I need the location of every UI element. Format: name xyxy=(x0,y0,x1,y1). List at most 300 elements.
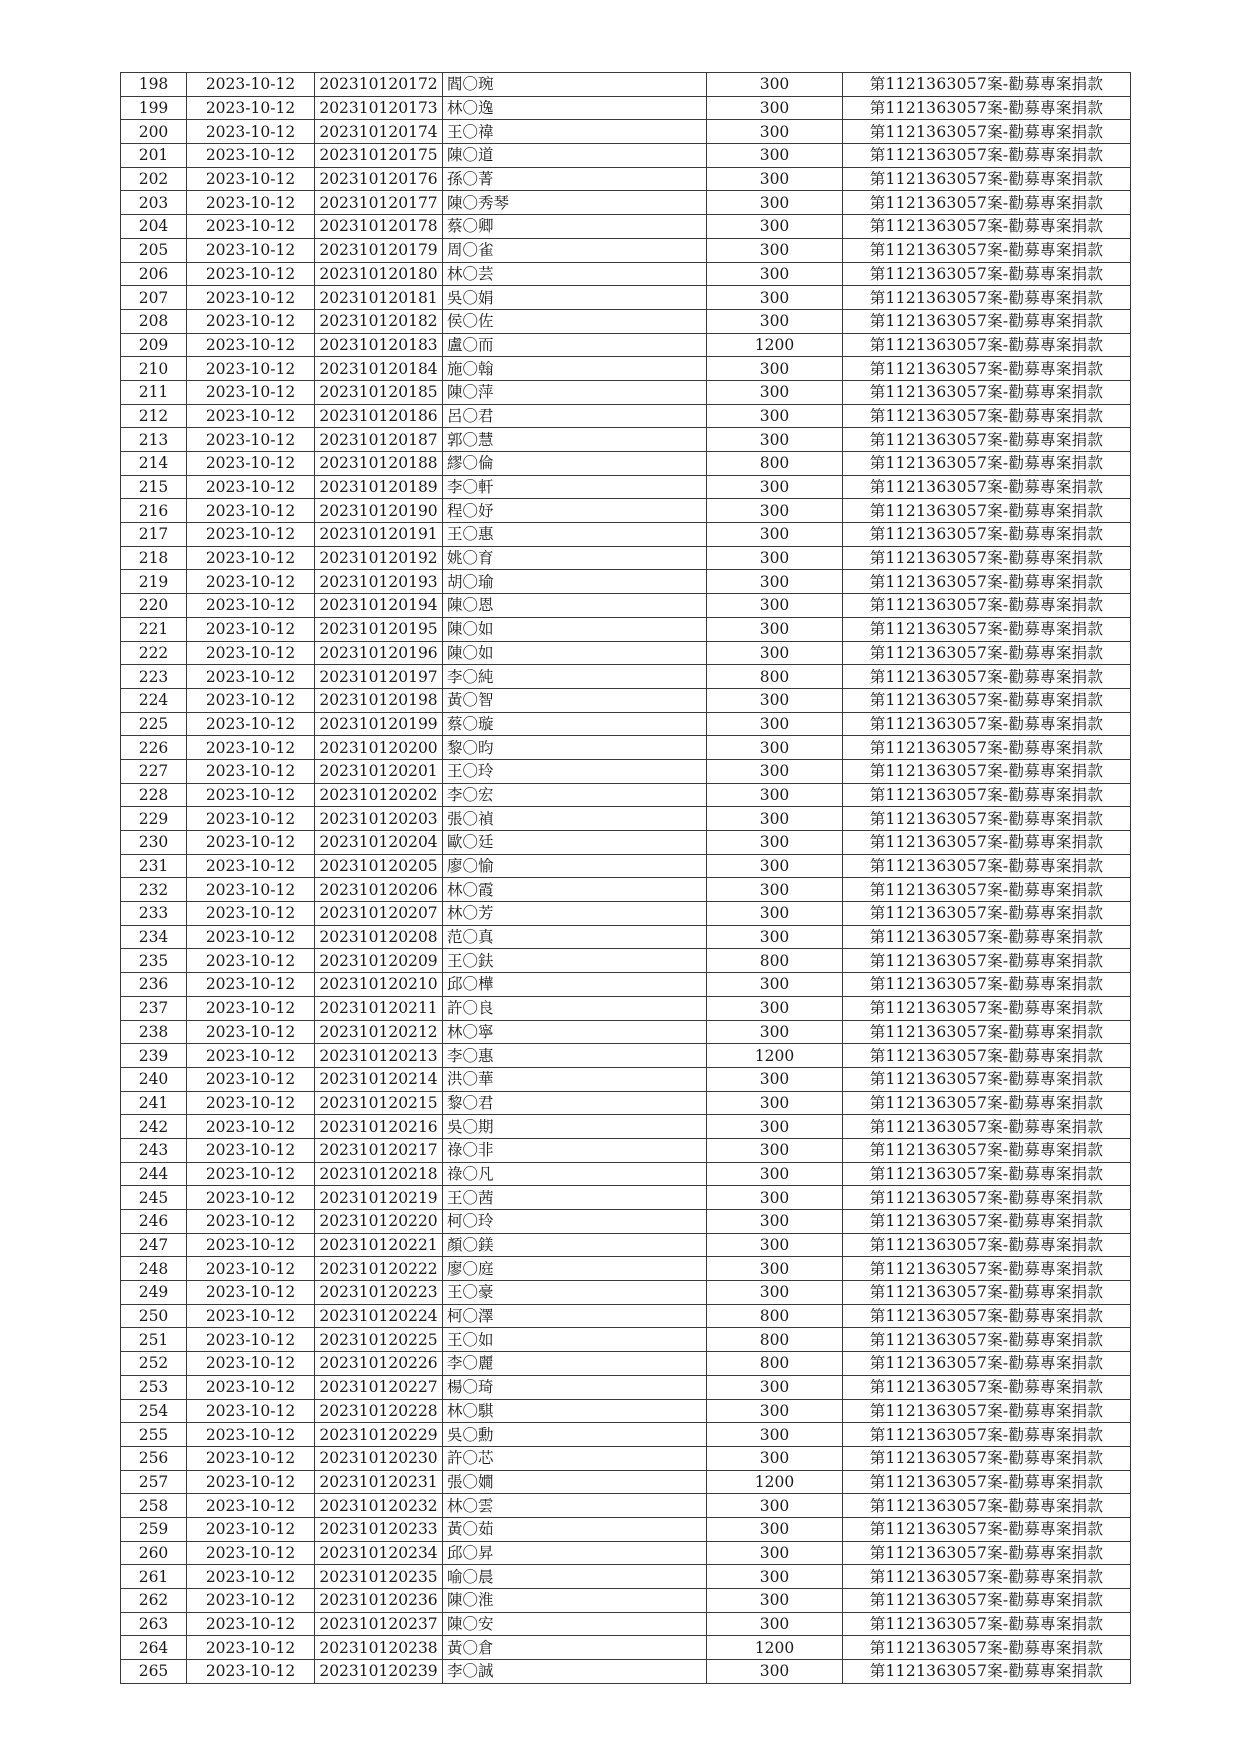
donation-date: 2023-10-12 xyxy=(187,73,315,97)
row-number: 224 xyxy=(121,688,187,712)
table-row xyxy=(121,144,1131,168)
donation-date: 2023-10-12 xyxy=(187,452,315,476)
donor-name: 黃〇智 xyxy=(443,688,707,712)
receipt-number: 202310120228 xyxy=(315,1399,443,1423)
donation-date: 2023-10-12 xyxy=(187,973,315,997)
receipt-number: 202310120224 xyxy=(315,1304,443,1328)
donor-name: 侯〇佐 xyxy=(443,309,707,333)
receipt-number: 202310120207 xyxy=(315,902,443,926)
row-number: 255 xyxy=(121,1423,187,1447)
donor-name: 閻〇琬 xyxy=(443,73,707,97)
table-row xyxy=(121,1399,1131,1423)
donor-name: 李〇麗 xyxy=(443,1352,707,1376)
donation-amount: 300 xyxy=(707,1565,843,1589)
donation-date: 2023-10-12 xyxy=(187,1612,315,1636)
donation-amount: 300 xyxy=(707,807,843,831)
donation-amount: 300 xyxy=(707,996,843,1020)
donation-note: 第1121363057案-勸募專案捐款 xyxy=(843,215,1131,239)
donation-amount: 300 xyxy=(707,1162,843,1186)
donation-date: 2023-10-12 xyxy=(187,1328,315,1352)
donor-name: 柯〇玲 xyxy=(443,1210,707,1234)
table-row xyxy=(121,1517,1131,1541)
row-number: 262 xyxy=(121,1589,187,1613)
receipt-number: 202310120221 xyxy=(315,1233,443,1257)
donation-note: 第1121363057案-勸募專案捐款 xyxy=(843,1352,1131,1376)
receipt-number: 202310120195 xyxy=(315,617,443,641)
row-number: 261 xyxy=(121,1565,187,1589)
donation-note: 第1121363057案-勸募專案捐款 xyxy=(843,1257,1131,1281)
donation-amount: 300 xyxy=(707,1257,843,1281)
donor-name: 盧〇而 xyxy=(443,333,707,357)
donation-note: 第1121363057案-勸募專案捐款 xyxy=(843,262,1131,286)
table-row xyxy=(121,878,1131,902)
donation-date: 2023-10-12 xyxy=(187,428,315,452)
donation-amount: 800 xyxy=(707,452,843,476)
table-row xyxy=(121,1162,1131,1186)
table-row xyxy=(121,712,1131,736)
donation-date: 2023-10-12 xyxy=(187,1020,315,1044)
donation-date: 2023-10-12 xyxy=(187,309,315,333)
receipt-number: 202310120178 xyxy=(315,215,443,239)
donor-name: 吳〇期 xyxy=(443,1115,707,1139)
donation-amount: 300 xyxy=(707,736,843,760)
table-row xyxy=(121,1138,1131,1162)
receipt-number: 202310120176 xyxy=(315,167,443,191)
donor-name: 張〇嫺 xyxy=(443,1470,707,1494)
donation-note: 第1121363057案-勸募專案捐款 xyxy=(843,736,1131,760)
donation-note: 第1121363057案-勸募專案捐款 xyxy=(843,167,1131,191)
table-row xyxy=(121,167,1131,191)
donation-date: 2023-10-12 xyxy=(187,262,315,286)
donation-amount: 300 xyxy=(707,1494,843,1518)
donor-name: 黃〇茹 xyxy=(443,1517,707,1541)
donation-ledger-page xyxy=(120,72,1130,1684)
donation-date: 2023-10-12 xyxy=(187,949,315,973)
donation-note: 第1121363057案-勸募專案捐款 xyxy=(843,973,1131,997)
donation-note: 第1121363057案-勸募專案捐款 xyxy=(843,688,1131,712)
receipt-number: 202310120205 xyxy=(315,854,443,878)
table-row xyxy=(121,902,1131,926)
donation-note: 第1121363057案-勸募專案捐款 xyxy=(843,1186,1131,1210)
donor-name: 林〇雲 xyxy=(443,1494,707,1518)
donation-date: 2023-10-12 xyxy=(187,404,315,428)
donation-note: 第1121363057案-勸募專案捐款 xyxy=(843,949,1131,973)
donation-amount: 300 xyxy=(707,831,843,855)
donation-date: 2023-10-12 xyxy=(187,783,315,807)
donation-amount: 300 xyxy=(707,144,843,168)
row-number: 201 xyxy=(121,144,187,168)
donation-amount: 300 xyxy=(707,96,843,120)
row-number: 231 xyxy=(121,854,187,878)
donation-date: 2023-10-12 xyxy=(187,1399,315,1423)
table-row xyxy=(121,1636,1131,1660)
row-number: 207 xyxy=(121,286,187,310)
donor-name: 林〇芳 xyxy=(443,902,707,926)
receipt-number: 202310120213 xyxy=(315,1044,443,1068)
row-number: 219 xyxy=(121,570,187,594)
donation-date: 2023-10-12 xyxy=(187,499,315,523)
row-number: 238 xyxy=(121,1020,187,1044)
donor-name: 陳〇道 xyxy=(443,144,707,168)
receipt-number: 202310120186 xyxy=(315,404,443,428)
donation-note: 第1121363057案-勸募專案捐款 xyxy=(843,925,1131,949)
row-number: 240 xyxy=(121,1067,187,1091)
donation-date: 2023-10-12 xyxy=(187,759,315,783)
donor-name: 蔡〇卿 xyxy=(443,215,707,239)
table-row xyxy=(121,215,1131,239)
receipt-number: 202310120218 xyxy=(315,1162,443,1186)
table-row xyxy=(121,1612,1131,1636)
donor-name: 李〇誠 xyxy=(443,1660,707,1684)
row-number: 252 xyxy=(121,1352,187,1376)
receipt-number: 202310120189 xyxy=(315,475,443,499)
row-number: 200 xyxy=(121,120,187,144)
donation-date: 2023-10-12 xyxy=(187,1186,315,1210)
donation-note: 第1121363057案-勸募專案捐款 xyxy=(843,1304,1131,1328)
receipt-number: 202310120231 xyxy=(315,1470,443,1494)
receipt-number: 202310120209 xyxy=(315,949,443,973)
donor-name: 李〇純 xyxy=(443,665,707,689)
donation-date: 2023-10-12 xyxy=(187,570,315,594)
donation-date: 2023-10-12 xyxy=(187,1470,315,1494)
donation-note: 第1121363057案-勸募專案捐款 xyxy=(843,1210,1131,1234)
donation-date: 2023-10-12 xyxy=(187,665,315,689)
donor-name: 施〇翰 xyxy=(443,357,707,381)
row-number: 232 xyxy=(121,878,187,902)
donor-name: 林〇霞 xyxy=(443,878,707,902)
table-row xyxy=(121,1352,1131,1376)
donor-name: 李〇宏 xyxy=(443,783,707,807)
donation-date: 2023-10-12 xyxy=(187,191,315,215)
donation-amount: 1200 xyxy=(707,1470,843,1494)
receipt-number: 202310120210 xyxy=(315,973,443,997)
donor-name: 楊〇琦 xyxy=(443,1375,707,1399)
donation-note: 第1121363057案-勸募專案捐款 xyxy=(843,333,1131,357)
donation-note: 第1121363057案-勸募專案捐款 xyxy=(843,499,1131,523)
donor-name: 廖〇庭 xyxy=(443,1257,707,1281)
receipt-number: 202310120194 xyxy=(315,594,443,618)
donation-note: 第1121363057案-勸募專案捐款 xyxy=(843,1281,1131,1305)
receipt-number: 202310120236 xyxy=(315,1589,443,1613)
donor-name: 歐〇廷 xyxy=(443,831,707,855)
receipt-number: 202310120202 xyxy=(315,783,443,807)
row-number: 214 xyxy=(121,452,187,476)
donation-amount: 300 xyxy=(707,688,843,712)
donation-amount: 300 xyxy=(707,617,843,641)
donation-note: 第1121363057案-勸募專案捐款 xyxy=(843,1565,1131,1589)
receipt-number: 202310120185 xyxy=(315,380,443,404)
donation-note: 第1121363057案-勸募專案捐款 xyxy=(843,570,1131,594)
row-number: 243 xyxy=(121,1138,187,1162)
table-row xyxy=(121,404,1131,428)
table-row xyxy=(121,1470,1131,1494)
receipt-number: 202310120225 xyxy=(315,1328,443,1352)
donation-amount: 300 xyxy=(707,1115,843,1139)
receipt-number: 202310120201 xyxy=(315,759,443,783)
receipt-number: 202310120182 xyxy=(315,309,443,333)
donation-amount: 1200 xyxy=(707,1044,843,1068)
donation-date: 2023-10-12 xyxy=(187,1115,315,1139)
receipt-number: 202310120223 xyxy=(315,1281,443,1305)
donation-date: 2023-10-12 xyxy=(187,1636,315,1660)
table-row xyxy=(121,759,1131,783)
table-row xyxy=(121,120,1131,144)
table-row xyxy=(121,783,1131,807)
row-number: 215 xyxy=(121,475,187,499)
donation-note: 第1121363057案-勸募專案捐款 xyxy=(843,831,1131,855)
row-number: 246 xyxy=(121,1210,187,1234)
donation-note: 第1121363057案-勸募專案捐款 xyxy=(843,357,1131,381)
table-row xyxy=(121,238,1131,262)
row-number: 248 xyxy=(121,1257,187,1281)
receipt-number: 202310120183 xyxy=(315,333,443,357)
donation-note: 第1121363057案-勸募專案捐款 xyxy=(843,380,1131,404)
donation-amount: 300 xyxy=(707,1233,843,1257)
row-number: 247 xyxy=(121,1233,187,1257)
table-row xyxy=(121,1660,1131,1684)
row-number: 260 xyxy=(121,1541,187,1565)
donation-note: 第1121363057案-勸募專案捐款 xyxy=(843,238,1131,262)
row-number: 212 xyxy=(121,404,187,428)
row-number: 203 xyxy=(121,191,187,215)
receipt-number: 202310120215 xyxy=(315,1091,443,1115)
receipt-number: 202310120234 xyxy=(315,1541,443,1565)
table-row xyxy=(121,736,1131,760)
table-row xyxy=(121,688,1131,712)
donation-amount: 300 xyxy=(707,357,843,381)
row-number: 245 xyxy=(121,1186,187,1210)
donation-date: 2023-10-12 xyxy=(187,238,315,262)
donation-date: 2023-10-12 xyxy=(187,96,315,120)
donation-note: 第1121363057案-勸募專案捐款 xyxy=(843,1541,1131,1565)
donation-date: 2023-10-12 xyxy=(187,854,315,878)
donor-name: 黃〇倉 xyxy=(443,1636,707,1660)
row-number: 223 xyxy=(121,665,187,689)
receipt-number: 202310120229 xyxy=(315,1423,443,1447)
row-number: 242 xyxy=(121,1115,187,1139)
table-row xyxy=(121,475,1131,499)
receipt-number: 202310120174 xyxy=(315,120,443,144)
donation-date: 2023-10-12 xyxy=(187,1517,315,1541)
donation-amount: 800 xyxy=(707,949,843,973)
donation-note: 第1121363057案-勸募專案捐款 xyxy=(843,1446,1131,1470)
table-row xyxy=(121,1186,1131,1210)
table-row xyxy=(121,996,1131,1020)
donation-date: 2023-10-12 xyxy=(187,712,315,736)
donation-date: 2023-10-12 xyxy=(187,380,315,404)
table-row xyxy=(121,333,1131,357)
donation-amount: 800 xyxy=(707,1304,843,1328)
receipt-number: 202310120222 xyxy=(315,1257,443,1281)
row-number: 244 xyxy=(121,1162,187,1186)
donation-note: 第1121363057案-勸募專案捐款 xyxy=(843,1067,1131,1091)
donation-note: 第1121363057案-勸募專案捐款 xyxy=(843,641,1131,665)
donation-amount: 300 xyxy=(707,902,843,926)
donor-name: 陳〇秀琴 xyxy=(443,191,707,215)
receipt-number: 202310120227 xyxy=(315,1375,443,1399)
receipt-number: 202310120211 xyxy=(315,996,443,1020)
donor-name: 胡〇瑜 xyxy=(443,570,707,594)
donation-amount: 300 xyxy=(707,854,843,878)
donation-note: 第1121363057案-勸募專案捐款 xyxy=(843,404,1131,428)
donor-name: 吳〇娟 xyxy=(443,286,707,310)
row-number: 213 xyxy=(121,428,187,452)
donation-amount: 300 xyxy=(707,73,843,97)
donation-amount: 300 xyxy=(707,1399,843,1423)
donation-note: 第1121363057案-勸募專案捐款 xyxy=(843,120,1131,144)
row-number: 211 xyxy=(121,380,187,404)
donor-name: 張〇禎 xyxy=(443,807,707,831)
donation-amount: 300 xyxy=(707,570,843,594)
row-number: 254 xyxy=(121,1399,187,1423)
donation-date: 2023-10-12 xyxy=(187,925,315,949)
donor-name: 黎〇昀 xyxy=(443,736,707,760)
donation-date: 2023-10-12 xyxy=(187,333,315,357)
donation-date: 2023-10-12 xyxy=(187,641,315,665)
donation-note: 第1121363057案-勸募專案捐款 xyxy=(843,1375,1131,1399)
table-row xyxy=(121,1328,1131,1352)
table-row xyxy=(121,641,1131,665)
receipt-number: 202310120220 xyxy=(315,1210,443,1234)
donation-date: 2023-10-12 xyxy=(187,523,315,547)
donation-amount: 300 xyxy=(707,1091,843,1115)
donation-amount: 300 xyxy=(707,499,843,523)
row-number: 217 xyxy=(121,523,187,547)
donation-amount: 300 xyxy=(707,262,843,286)
donor-name: 邱〇樺 xyxy=(443,973,707,997)
donation-date: 2023-10-12 xyxy=(187,1233,315,1257)
donor-name: 孫〇菁 xyxy=(443,167,707,191)
receipt-number: 202310120184 xyxy=(315,357,443,381)
table-row xyxy=(121,1446,1131,1470)
donation-amount: 300 xyxy=(707,759,843,783)
donation-date: 2023-10-12 xyxy=(187,831,315,855)
receipt-number: 202310120193 xyxy=(315,570,443,594)
donation-date: 2023-10-12 xyxy=(187,1138,315,1162)
donation-amount: 300 xyxy=(707,546,843,570)
donation-note: 第1121363057案-勸募專案捐款 xyxy=(843,428,1131,452)
donation-date: 2023-10-12 xyxy=(187,1352,315,1376)
receipt-number: 202310120173 xyxy=(315,96,443,120)
donation-amount: 300 xyxy=(707,1186,843,1210)
row-number: 220 xyxy=(121,594,187,618)
donation-date: 2023-10-12 xyxy=(187,1494,315,1518)
donation-amount: 800 xyxy=(707,1328,843,1352)
receipt-number: 202310120175 xyxy=(315,144,443,168)
row-number: 208 xyxy=(121,309,187,333)
donation-amount: 300 xyxy=(707,594,843,618)
donation-note: 第1121363057案-勸募專案捐款 xyxy=(843,73,1131,97)
donor-name: 陳〇如 xyxy=(443,641,707,665)
receipt-number: 202310120216 xyxy=(315,1115,443,1139)
donor-name: 林〇寧 xyxy=(443,1020,707,1044)
donation-date: 2023-10-12 xyxy=(187,1281,315,1305)
donation-date: 2023-10-12 xyxy=(187,996,315,1020)
row-number: 235 xyxy=(121,949,187,973)
table-row xyxy=(121,973,1131,997)
receipt-number: 202310120217 xyxy=(315,1138,443,1162)
table-row xyxy=(121,854,1131,878)
table-row xyxy=(121,831,1131,855)
donation-amount: 300 xyxy=(707,120,843,144)
donation-amount: 300 xyxy=(707,973,843,997)
donation-note: 第1121363057案-勸募專案捐款 xyxy=(843,96,1131,120)
table-row xyxy=(121,617,1131,641)
donation-note: 第1121363057案-勸募專案捐款 xyxy=(843,759,1131,783)
donation-amount: 300 xyxy=(707,167,843,191)
table-row xyxy=(121,73,1131,97)
table-row xyxy=(121,380,1131,404)
donation-date: 2023-10-12 xyxy=(187,1304,315,1328)
donation-amount: 300 xyxy=(707,1423,843,1447)
donation-note: 第1121363057案-勸募專案捐款 xyxy=(843,594,1131,618)
receipt-number: 202310120180 xyxy=(315,262,443,286)
table-row xyxy=(121,1044,1131,1068)
donation-note: 第1121363057案-勸募專案捐款 xyxy=(843,1470,1131,1494)
table-row xyxy=(121,1304,1131,1328)
row-number: 222 xyxy=(121,641,187,665)
table-row xyxy=(121,286,1131,310)
receipt-number: 202310120187 xyxy=(315,428,443,452)
row-number: 227 xyxy=(121,759,187,783)
donation-note: 第1121363057案-勸募專案捐款 xyxy=(843,712,1131,736)
donation-note: 第1121363057案-勸募專案捐款 xyxy=(843,1328,1131,1352)
donation-amount: 300 xyxy=(707,215,843,239)
donor-name: 蔡〇璇 xyxy=(443,712,707,736)
table-row xyxy=(121,1565,1131,1589)
donation-date: 2023-10-12 xyxy=(187,1660,315,1684)
donation-note: 第1121363057案-勸募專案捐款 xyxy=(843,1423,1131,1447)
row-number: 206 xyxy=(121,262,187,286)
table-row xyxy=(121,1589,1131,1613)
table-row xyxy=(121,309,1131,333)
receipt-number: 202310120200 xyxy=(315,736,443,760)
donation-date: 2023-10-12 xyxy=(187,1589,315,1613)
donor-name: 陳〇如 xyxy=(443,617,707,641)
donation-date: 2023-10-12 xyxy=(187,902,315,926)
row-number: 239 xyxy=(121,1044,187,1068)
donation-date: 2023-10-12 xyxy=(187,1446,315,1470)
receipt-number: 202310120197 xyxy=(315,665,443,689)
donation-date: 2023-10-12 xyxy=(187,1375,315,1399)
donation-amount: 300 xyxy=(707,380,843,404)
donation-note: 第1121363057案-勸募專案捐款 xyxy=(843,1636,1131,1660)
donor-name: 周〇雀 xyxy=(443,238,707,262)
donation-note: 第1121363057案-勸募專案捐款 xyxy=(843,1517,1131,1541)
donor-name: 李〇軒 xyxy=(443,475,707,499)
donor-name: 陳〇萍 xyxy=(443,380,707,404)
row-number: 236 xyxy=(121,973,187,997)
table-row xyxy=(121,1281,1131,1305)
table-row xyxy=(121,1020,1131,1044)
receipt-number: 202310120179 xyxy=(315,238,443,262)
row-number: 259 xyxy=(121,1517,187,1541)
donor-name: 洪〇華 xyxy=(443,1067,707,1091)
receipt-number: 202310120188 xyxy=(315,452,443,476)
donation-amount: 300 xyxy=(707,191,843,215)
donation-date: 2023-10-12 xyxy=(187,688,315,712)
donation-amount: 300 xyxy=(707,1210,843,1234)
donation-note: 第1121363057案-勸募專案捐款 xyxy=(843,523,1131,547)
donor-name: 李〇惠 xyxy=(443,1044,707,1068)
donation-date: 2023-10-12 xyxy=(187,144,315,168)
donation-date: 2023-10-12 xyxy=(187,286,315,310)
row-number: 230 xyxy=(121,831,187,855)
donation-amount: 800 xyxy=(707,665,843,689)
donor-name: 林〇騏 xyxy=(443,1399,707,1423)
receipt-number: 202310120208 xyxy=(315,925,443,949)
donation-date: 2023-10-12 xyxy=(187,1091,315,1115)
